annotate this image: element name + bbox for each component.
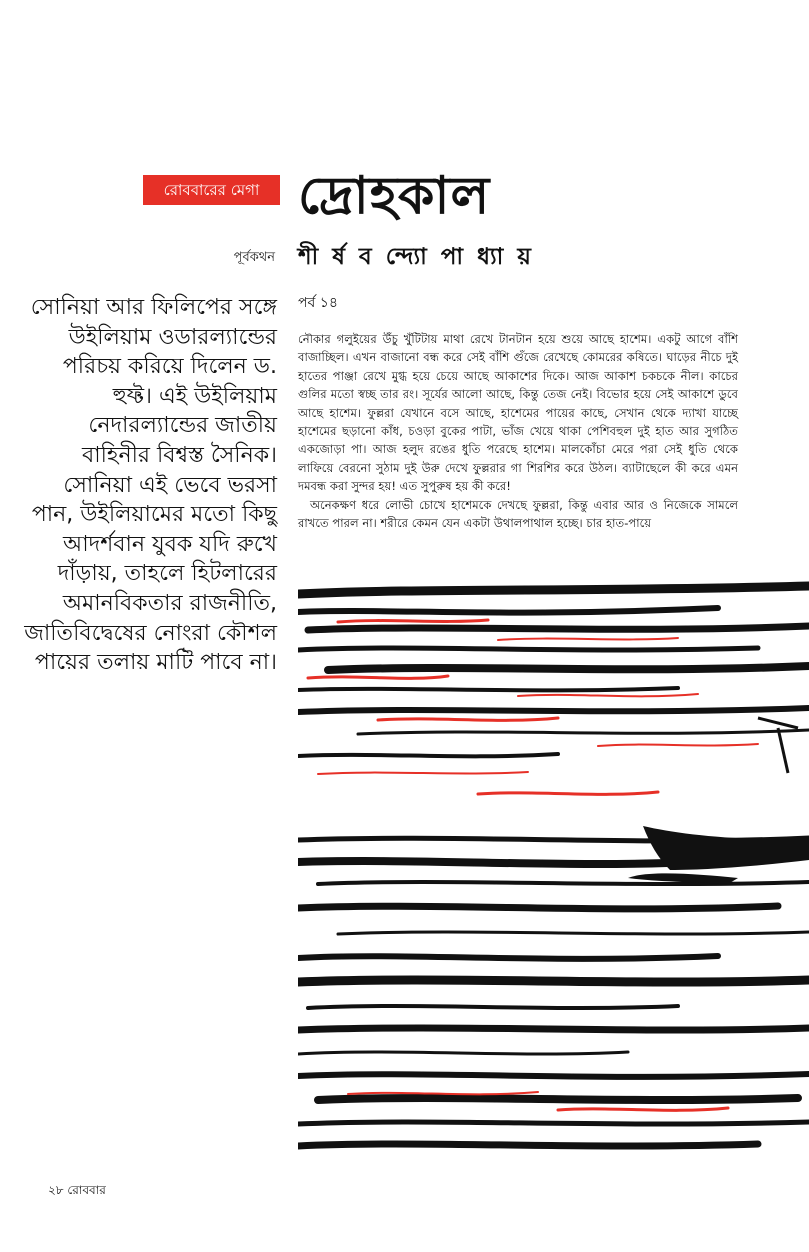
article-body (298, 330, 738, 532)
page-footer: ২৮ রোববার (48, 1183, 106, 1197)
episode-number: পর্ব ১৪ (298, 295, 338, 311)
article-title: দ্রোহকাল (298, 166, 491, 226)
oar (758, 718, 798, 773)
section-badge: রোববারের মেগা (143, 175, 280, 205)
author-name: শী র্ষ ব ন্দ্যো পা ধ্যা য় (298, 244, 534, 270)
river-boat-illustration (298, 578, 809, 1156)
author-label: পূর্বকথন (233, 250, 275, 265)
body-paragraph: অনেকক্ষণ ধরে লোভী চোখে হাশেমকে দেখছে ফুল্লরা, কিন্তু এবার আর ও নিজেকে সামলে রাখতে পারল না। শরীরে কেমন যেন একটা উথালপাথাল হচ্ছে। চার হাত-পায়ে (298, 497, 738, 531)
boat (628, 826, 809, 884)
body-paragraph: নৌকার গলুইয়ের উঁচু খুঁটিটায় মাথা রেখে টানটান হয়ে শুয়ে আছে হাশেম। একটু আগে বাঁশি বাজাচ্ছিল। এখন বাজানো বন্ধ করে সেই বাঁশি গুঁজে রেখেছে কোমরের কষিতে। ঘাড়ের নীচে দুই হাতের পাঞ্জা রেখে মুগ্ধ হয়ে চেয়ে আছে আকাশের দিকে। আজ আকাশ চকচকে নীল। কাচের গুলির মতো স্বচ্ছ তার রং। সূর্যের আলো আছে, কিন্তু তেজ নেই। বিভোর হয়ে সেই আকাশে ডুবে আছে হাশেম। ফুল্লরা যেখানে বসে আছে, হাশেমের পায়ের কাছে, সেখান থেকে দ্যাখা যাচ্ছে হাশেমের ছড়ানো কাঁধ, চওড়া বুকের পাটা, ভাঁজ খেয়ে থাকা পেশিবহুল দুই হাত আর সুগঠিত একজোড়া পা। আজ হলুদ রঙের ধুতি পরেছে হাশেম। মালকোঁচা মেরে পরা সেই ধুতি থেকে লাফিয়ে বেরনো সুঠাম দুই উরু দেখে ফুল্লরার গা শিরশির করে উঠল। ব্যাটাছেলে কী করে এমন দমবন্ধ করা সুন্দর হয়! এত সুপুরুষ হয় কী করে! (298, 332, 738, 494)
pull-quote: সোনিয়া আর ফিলিপের সঙ্গে উইলিয়াম ওডারল্যান্ডের পরিচয় করিয়ে দিলেন ড. হুফ্ট। এই উইলিয়াম নেদারল্যান্ডের জাতীয় বাহিনীর বিশ্বস্ত সৈনিক। সোনিয়া এই ভেবে ভরসা পান, উইলিয়ামের মতো কিছু আদর্শবান যুবক যদি রুখে দাঁড়ায়, তাহলে হিটলারের অমানবিকতার রাজনীতি, জাতিবিদ্বেষের নোংরা কৌশল পায়ের তলায় মাটি পাবে না। (24, 295, 277, 676)
